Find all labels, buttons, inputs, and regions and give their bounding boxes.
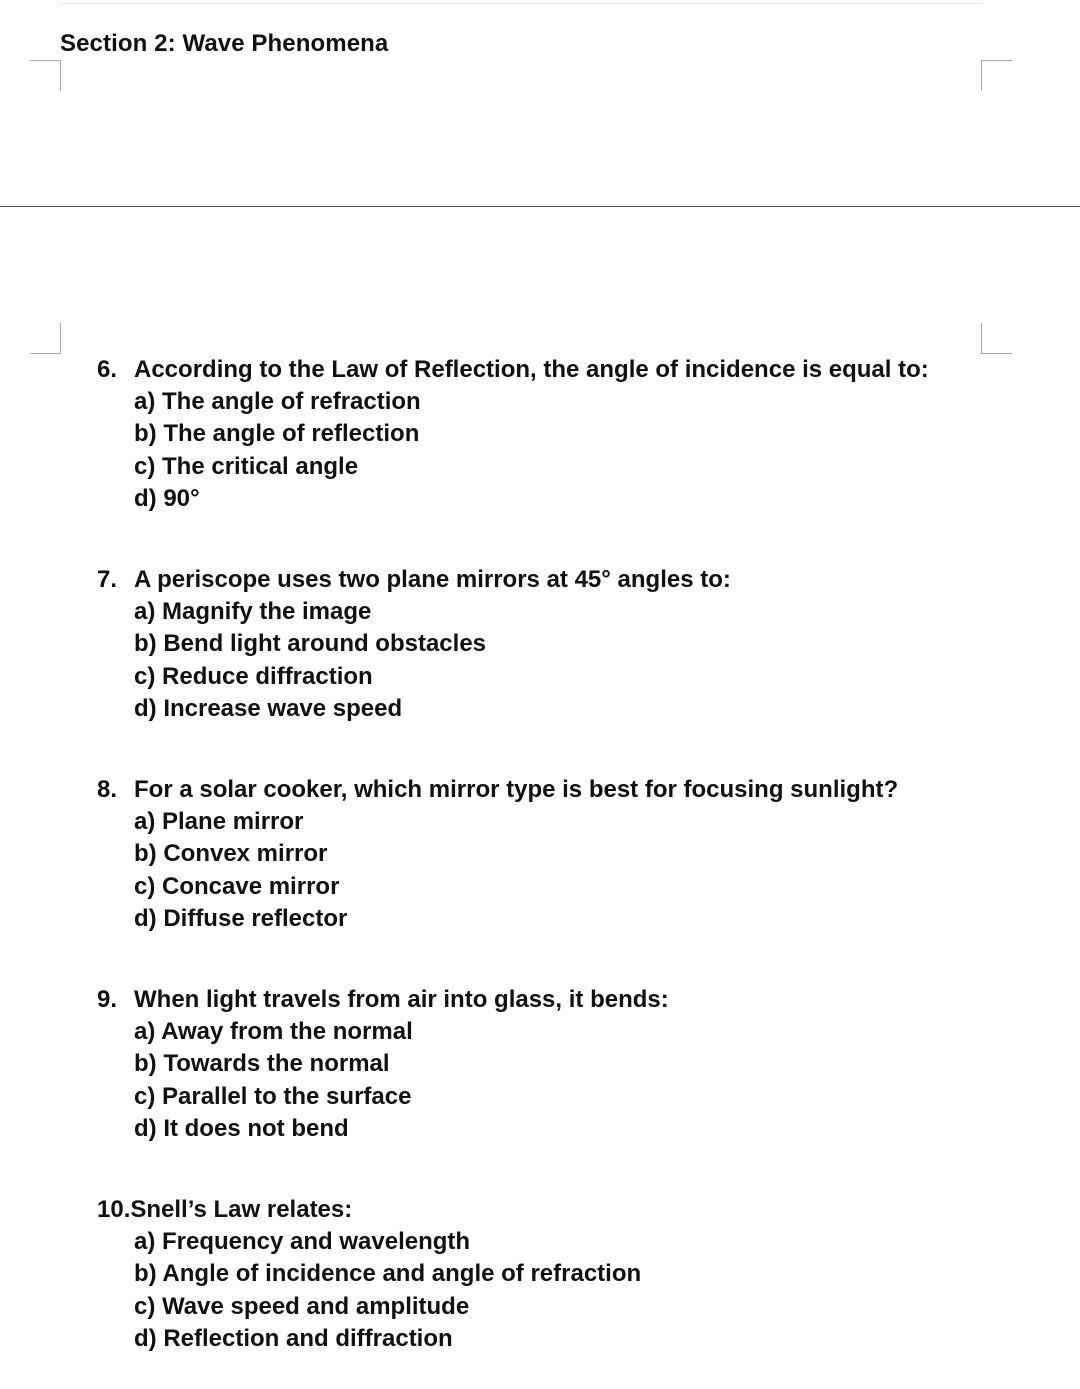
question-text: When light travels from air into glass, it bends: [134, 986, 669, 1013]
question-number: 7. [97, 566, 118, 593]
answer-option-c: c) Concave mirror [134, 872, 340, 900]
question-number: 8. [97, 776, 118, 803]
answer-option-d: d) Increase wave speed [134, 694, 403, 722]
answer-options [134, 1226, 1057, 1355]
question-6 [97, 354, 1057, 515]
question-text-after: , the angle of incidence is equal to: [530, 356, 929, 383]
answer-option-d: d) Diffuse reflector [134, 904, 348, 932]
question-text: For a solar cooker, which mirror type is best for focusing sunlight? [134, 776, 899, 803]
answer-option-b: b) Bend light around obstacles [134, 630, 487, 658]
question-number: 6. [97, 356, 118, 383]
margin-corner-bottom-left [30, 323, 61, 354]
question-8 [97, 774, 1057, 935]
answer-option-b: b) Angle of incidence and angle of refraction [134, 1260, 642, 1288]
answer-options [134, 596, 1057, 725]
answer-options [134, 386, 1057, 515]
answer-option-a: a) Away from the normal [134, 1018, 413, 1045]
answer-option-a: a) Plane mirror [134, 808, 304, 835]
answer-option-d: d) It does not bend [134, 1114, 349, 1142]
answer-option-b: b) The angle of reflection [134, 420, 420, 448]
answer-option-a: a) Magnify the image [134, 598, 372, 625]
question-number: 10. [97, 1196, 131, 1223]
answer-option-a: a) Frequency and wavelength [134, 1228, 471, 1255]
question-text: A periscope uses two plane mirrors at 45° angles to: [134, 566, 731, 593]
margin-corner-top-left [30, 60, 61, 91]
question-stem [97, 564, 1057, 596]
margin-corner-bottom-right [981, 323, 1012, 354]
question-number: 9. [97, 986, 118, 1013]
question-stem [97, 354, 1057, 386]
question-10 [97, 1194, 1057, 1355]
page-break-line [0, 206, 1080, 207]
answer-options [134, 806, 1057, 935]
header-divider [60, 3, 982, 4]
question-text [134, 354, 929, 386]
question-9 [97, 984, 1057, 1145]
answer-option-d: d) 90° [134, 484, 200, 512]
question-stem [97, 984, 1057, 1016]
question-text-emphasis: Law of Reflection [331, 356, 531, 383]
answer-options [134, 1016, 1057, 1145]
answer-option-c: c) Wave speed and amplitude [134, 1292, 470, 1320]
section-title: Section 2: Wave Phenomena [60, 30, 389, 57]
answer-option-a: a) The angle of refraction [134, 388, 421, 415]
answer-option-c: c) Parallel to the surface [134, 1082, 412, 1110]
answer-option-b: b) Convex mirror [134, 840, 328, 868]
question-text-before: According to the [134, 356, 332, 383]
question-7 [97, 564, 1057, 725]
answer-option-b: b) Towards the normal [134, 1050, 390, 1078]
question-text: Snell’s Law relates: [130, 1196, 353, 1223]
answer-option-c: c) The critical angle [134, 452, 359, 480]
question-stem [97, 774, 1057, 806]
question-stem [97, 1194, 1057, 1226]
answer-option-d: d) Reflection and diffraction [134, 1324, 453, 1352]
answer-option-c: c) Reduce diffraction [134, 662, 373, 690]
margin-corner-top-right [981, 60, 1012, 91]
